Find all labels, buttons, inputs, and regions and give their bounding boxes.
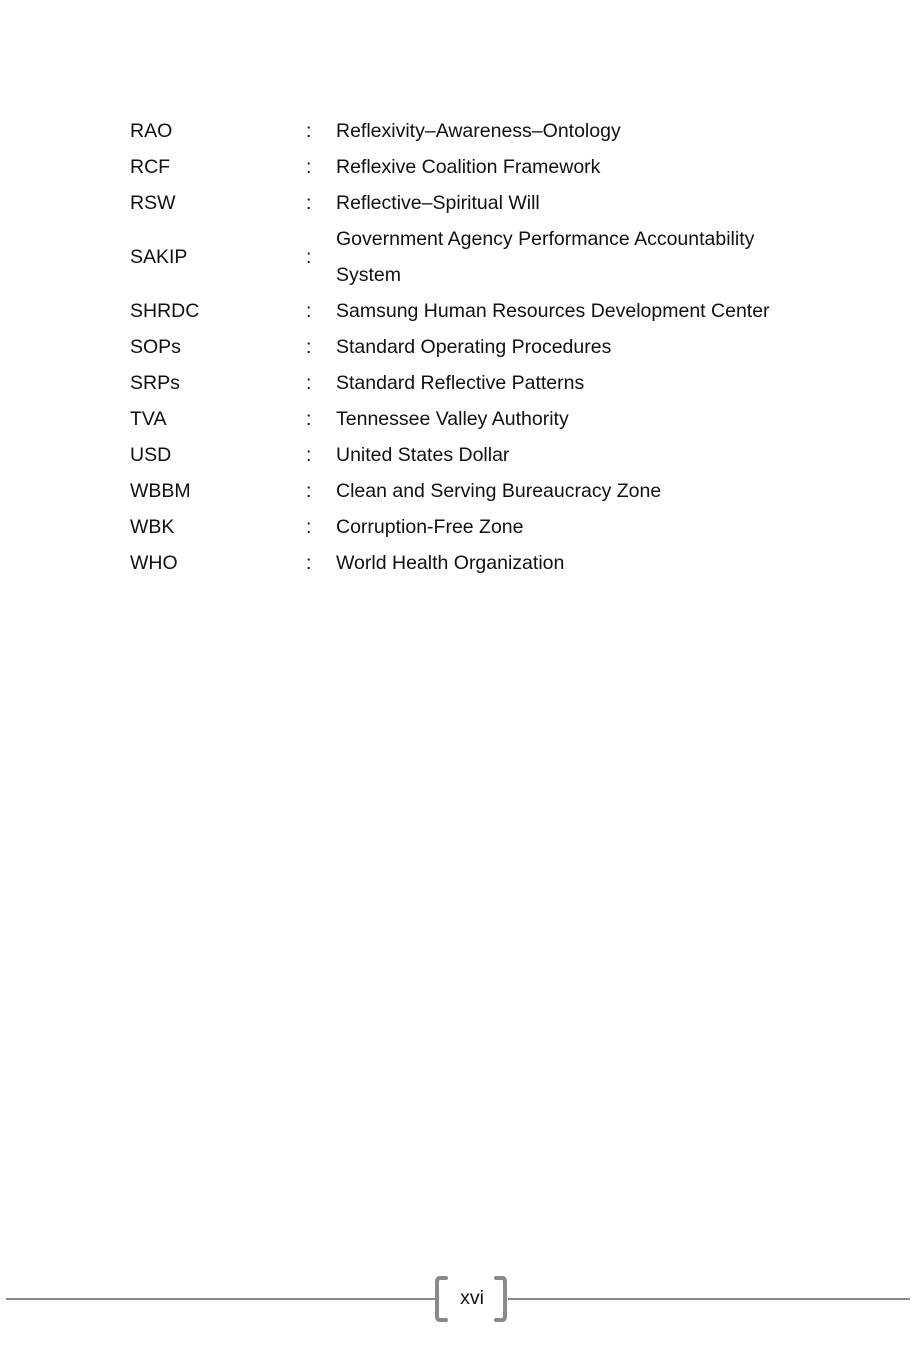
abbreviation-row: [130, 401, 820, 437]
abbreviation-definition: Reflexive Coalition Framework: [336, 156, 601, 178]
abbreviation-term: WBBM: [130, 480, 191, 502]
abbreviation-definition: Clean and Serving Bureaucracy Zone: [336, 480, 662, 502]
abbreviation-row: [130, 473, 820, 509]
abbreviation-list: [130, 113, 820, 581]
abbreviation-definition: Corruption-Free Zone: [336, 516, 524, 538]
abbreviation-definition: United States Dollar: [336, 444, 510, 466]
footer-rule-left: [6, 1298, 436, 1300]
abbreviation-row: [130, 185, 820, 221]
abbreviation-term: WBK: [130, 516, 175, 538]
abbreviation-term: WHO: [130, 552, 178, 574]
abbreviation-separator: :: [306, 516, 312, 538]
abbreviation-definition: World Health Organization: [336, 552, 565, 574]
abbreviation-term: TVA: [130, 408, 167, 430]
abbreviation-separator: :: [306, 300, 312, 322]
left-brace-icon: [434, 1272, 448, 1326]
abbreviation-definition: Standard Operating Procedures: [336, 336, 612, 358]
abbreviation-definition: Tennessee Valley Authority: [336, 408, 569, 430]
abbreviation-definition: Government Agency Performance Accountability System: [336, 228, 755, 286]
abbreviation-term: SOPs: [130, 336, 181, 358]
abbreviation-separator: :: [306, 120, 312, 142]
abbreviation-row: [130, 221, 820, 293]
abbreviation-separator: :: [306, 408, 312, 430]
page-number: xvi: [460, 1287, 484, 1309]
abbreviation-term: SAKIP: [130, 246, 188, 268]
right-brace-icon: [494, 1272, 508, 1326]
abbreviation-term: RCF: [130, 156, 171, 178]
abbreviation-separator: :: [306, 156, 312, 178]
abbreviation-term: RSW: [130, 192, 176, 214]
abbreviation-definition: Samsung Human Resources Development Center: [336, 300, 770, 322]
abbreviation-row: [130, 365, 820, 401]
abbreviation-separator: :: [306, 192, 312, 214]
abbreviation-row: [130, 293, 820, 329]
abbreviation-definition: Standard Reflective Patterns: [336, 372, 585, 394]
abbreviation-row: [130, 113, 820, 149]
abbreviation-separator: :: [306, 444, 312, 466]
abbreviation-row: [130, 149, 820, 185]
abbreviation-separator: :: [306, 372, 312, 394]
abbreviation-row: [130, 545, 820, 581]
abbreviation-term: RAO: [130, 120, 173, 142]
abbreviation-definition: Reflective–Spiritual Will: [336, 192, 540, 214]
abbreviation-row: [130, 437, 820, 473]
abbreviation-term: SHRDC: [130, 300, 200, 322]
abbreviation-separator: :: [306, 246, 312, 268]
abbreviation-term: USD: [130, 444, 172, 466]
abbreviation-separator: :: [306, 336, 312, 358]
abbreviation-separator: :: [306, 480, 312, 502]
abbreviation-row: [130, 329, 820, 365]
abbreviation-separator: :: [306, 552, 312, 574]
abbreviation-definition: Reflexivity–Awareness–Ontology: [336, 120, 621, 142]
abbreviation-row: [130, 509, 820, 545]
abbreviation-term: SRPs: [130, 372, 180, 394]
footer-rule-right: [508, 1298, 910, 1300]
page-footer: [0, 1272, 916, 1326]
